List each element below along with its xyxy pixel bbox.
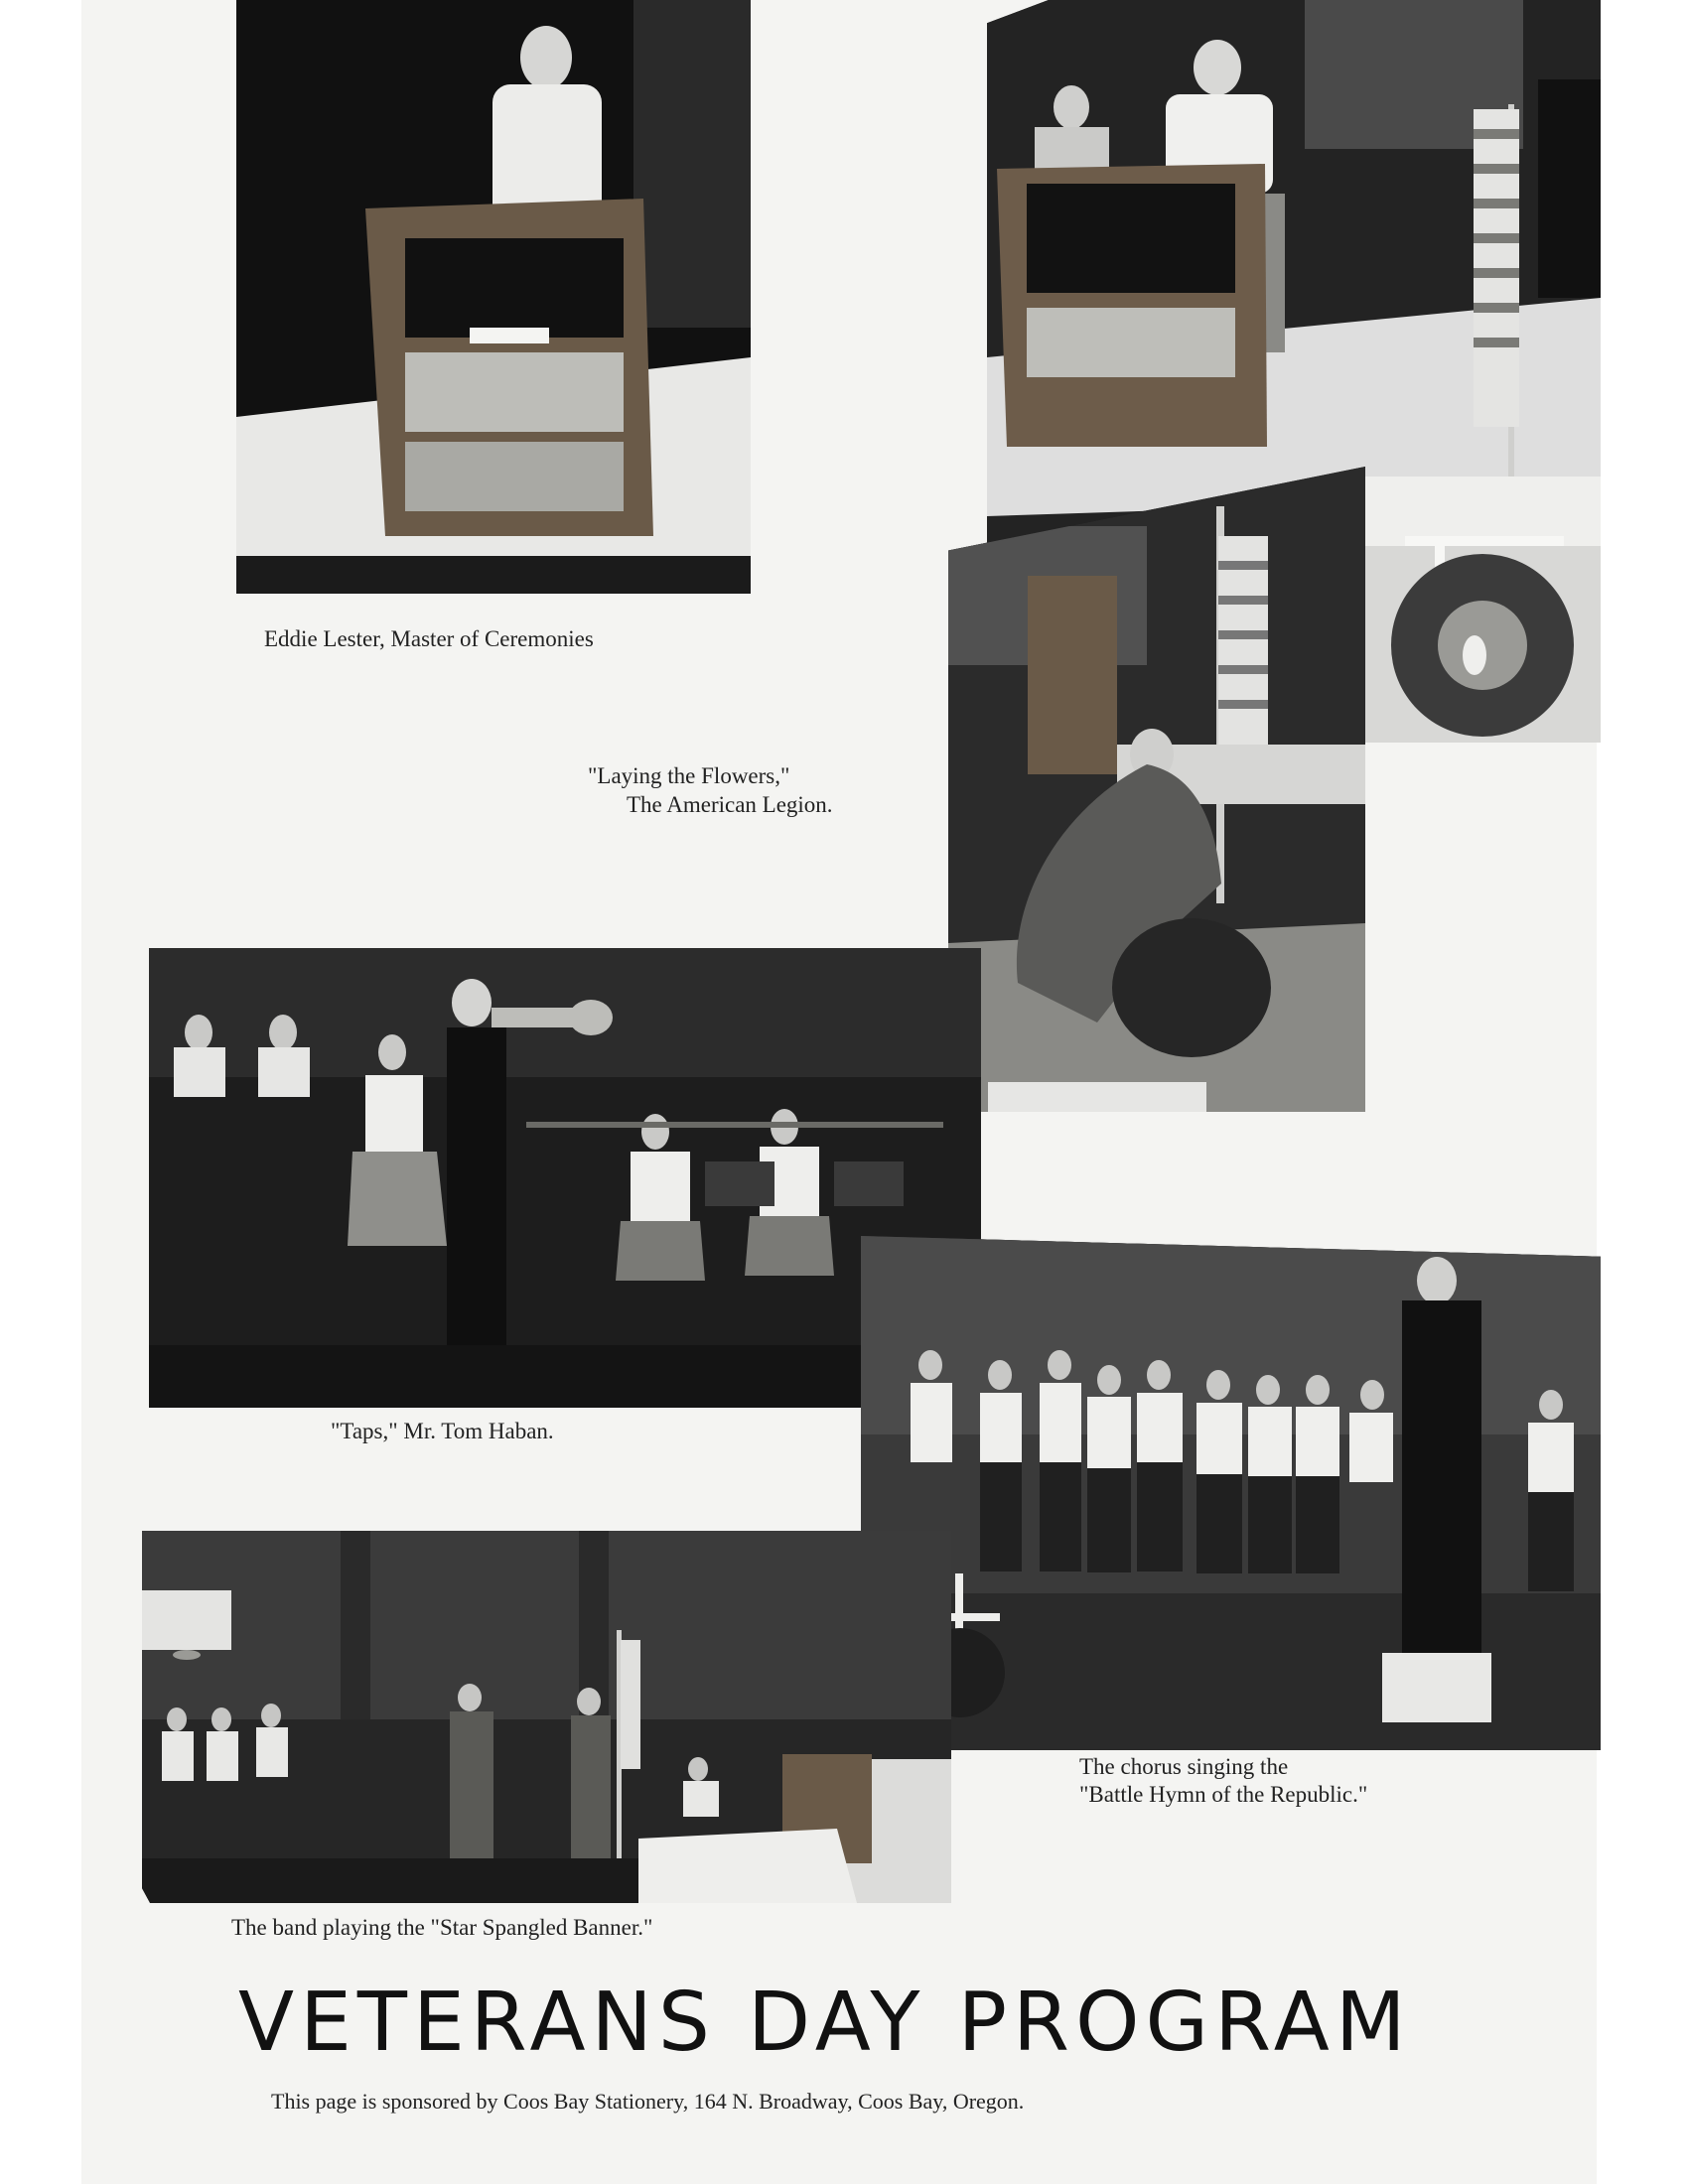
caption-band: The band playing the "Star Spangled Banner." [231, 1915, 653, 1940]
page-title: VETERANS DAY PROGRAM [238, 1976, 1412, 2070]
photo-band [142, 1531, 951, 1903]
caption-laying-flowers-line2: The American Legion. [627, 792, 833, 817]
caption-chorus-line1: The chorus singing the [1079, 1754, 1289, 1779]
page-margin-left [0, 0, 81, 2184]
page-margin-right [1597, 0, 1688, 2184]
photo-taps [149, 948, 981, 1408]
photo-master-of-ceremonies [236, 0, 751, 594]
caption-master-of-ceremonies: Eddie Lester, Master of Ceremonies [264, 626, 594, 651]
photo-chorus [861, 1236, 1601, 1750]
sponsor-note: This page is sponsored by Coos Bay Stationery, 164 N. Broadway, Coos Bay, Oregon. [271, 2089, 1025, 2114]
caption-taps: "Taps," Mr. Tom Haban. [331, 1419, 554, 1443]
caption-chorus-line2: "Battle Hymn of the Republic." [1079, 1782, 1368, 1807]
photo-wreath [1365, 477, 1601, 743]
photo-laying-flowers [948, 467, 1365, 1112]
caption-laying-flowers-line1: "Laying the Flowers," [588, 763, 790, 788]
